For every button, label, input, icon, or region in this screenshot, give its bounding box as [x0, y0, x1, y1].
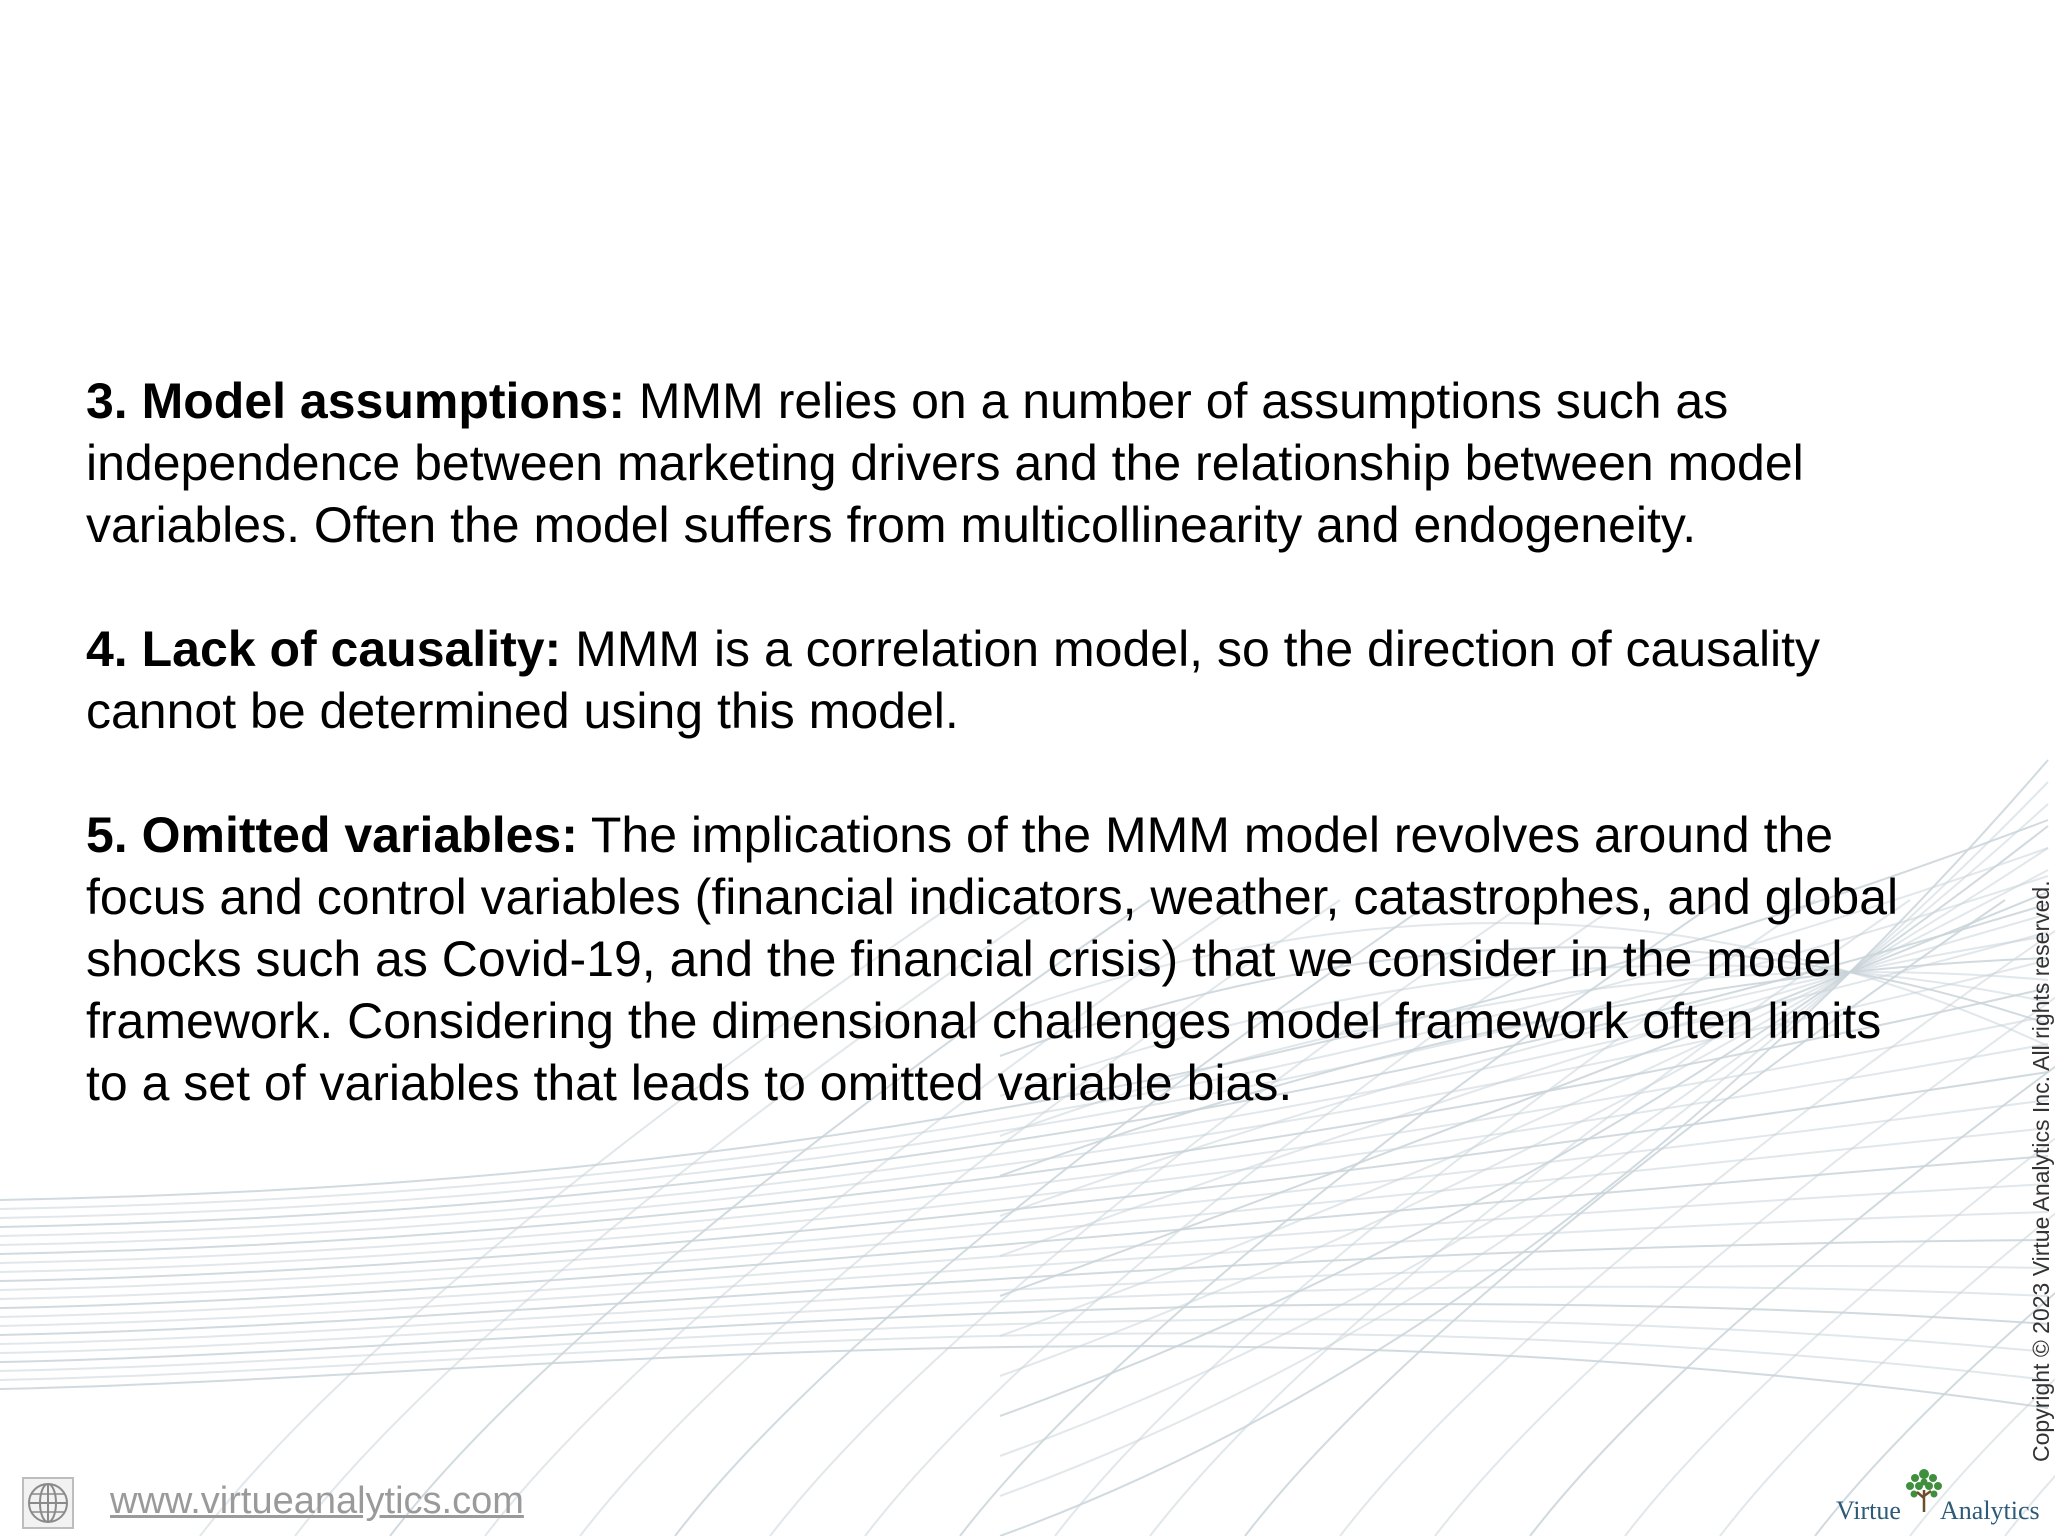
wave-line: [0, 1346, 2048, 1408]
slide-content: [86, 370, 1986, 1176]
point-heading: 5. Omitted variables:: [86, 807, 578, 863]
point-omitted-variables: [86, 804, 1986, 1114]
point-body: The implications of the MMM model revolves around the focus and control variables (financial indicators, weather, catastrophes, and global shocks such as Covid-19, and the financial crisis) that we consider in the model framework. Considering the dimensional challenges model framework often limits to a set of variables that leads to omitted variable bias.: [86, 807, 1899, 1111]
globe-icon: [22, 1477, 74, 1529]
logo-text-analytics: Analytics: [1940, 1496, 2040, 1525]
point-body: MMM is a correlation model, so the direction of causality cannot be determined using this model.: [86, 621, 1821, 739]
copyright-notice: Copyright © 2023 Virtue Analytics Inc. All rights reserved.: [2028, 880, 2054, 1462]
company-logo: [1836, 1466, 2040, 1530]
point-body: MMM relies on a number of assumptions such as independence between marketing drivers and the relationship between model variables. Often the model suffers from multicollinearity and endogeneity.: [86, 373, 1804, 553]
point-heading: 3. Model assumptions:: [86, 373, 625, 429]
website-link[interactable]: www.virtueanalytics.com: [110, 1480, 524, 1522]
point-lack-of-causality: [86, 618, 1986, 742]
point-heading: 4. Lack of causality:: [86, 621, 562, 677]
logo-text-virtue: Virtue: [1836, 1496, 1901, 1525]
point-model-assumptions: [86, 370, 1986, 556]
